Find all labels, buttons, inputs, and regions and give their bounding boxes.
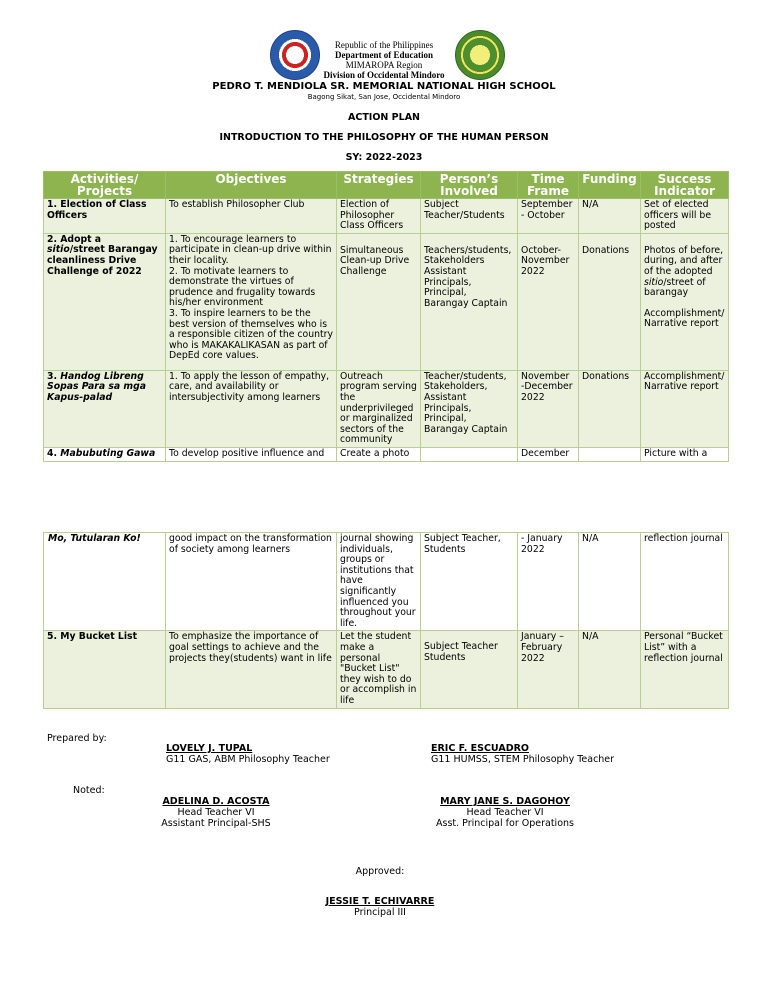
table-row [44,199,729,234]
table-row [44,370,729,447]
header-funding: Funding [579,172,641,199]
table-row [44,533,729,631]
funding-cell [579,447,641,461]
preparer-1 [166,743,330,765]
approver-name: JESSIE T. ECHIVARRE [325,896,435,907]
activity-cell [44,447,166,461]
strategies-cell: Simultaneous Clean-up Drive Challenge [337,233,421,370]
strategies-cell: Outreach program serving the underprivileged or marginalized sectors of the community [337,370,421,447]
school-address: Bagong Sikat, San Jose, Occidental Mindoro [307,93,461,101]
time-cell: November -December 2022 [518,370,579,447]
indicator-cell [641,233,729,370]
activity-text-italic: Mabubuting Gawa [60,447,156,459]
header-objectives: Objectives [166,172,337,199]
action-plan-table [43,171,729,462]
table-row [44,447,729,461]
persons-cell: Subject Teacher, Students [421,533,518,631]
table-header-row [44,172,729,199]
noter-2-name: MARY JANE S. DAGOHOY [440,796,570,807]
strategies-cell: Let the student make a personal "Bucket List" they wish to do or accomplish in life [337,631,421,708]
indicator-cell: Picture with a [641,447,729,461]
noter-2-title2: Asst. Principal for Operations [436,818,574,829]
noter-1 [150,796,282,829]
funding-cell: N/A [579,533,641,631]
action-plan-table-continued [43,532,729,709]
activity-text: 3. [47,370,61,382]
time-cell: January – February 2022 [518,631,579,708]
activity-cell [44,233,166,370]
indicator-part: Photos of before, during, and after of the adopted [644,244,724,277]
objective-item: 1. To encourage learners to participate in clean-up drive within their locality. [169,233,332,266]
noter-2 [420,796,590,829]
activity-cell: 5. My Bucket List [44,631,166,708]
header-strategies: Strategies [337,172,421,199]
indicator-part: /street of barangay [644,276,706,299]
strategies-cell: Election of Philosopher Class Officers [337,199,421,234]
strategies-cell: Create a photo [337,447,421,461]
persons-cell [421,447,518,461]
time-cell: September - October [518,199,579,234]
activity-text: 2. Adopt a [47,233,102,245]
objective-item: 3. To inspire learners to be the best version of themselves who is a responsible citizen of the country who is MAKAKALIKASAN as part of DepEd core values. [169,307,333,362]
activity-text-italic: Handog Libreng Sopas Para sa mga Kapus-palad [47,370,147,403]
noter-1-name: ADELINA D. ACOSTA [162,796,270,807]
table-row [44,233,729,370]
indicator-text: Accomplishment/ Narrative report [644,307,725,330]
activity-text-italic: Mo, Tutularan Ko! [48,533,141,544]
school-name: PEDRO T. MENDIOLA SR. MEMORIAL NATIONAL HIGH SCHOOL [212,81,556,92]
prepared-by-label: Prepared by: [47,733,107,744]
letterhead [284,40,484,80]
noter-2-title: Head Teacher VI [466,807,544,818]
activity-text-italic: sitio [47,244,70,256]
funding-cell: Donations [579,370,641,447]
objectives-cell: To develop positive influence and [166,447,337,461]
preparer-1-name: LOVELY J. TUPAL [166,743,253,754]
header-activities: Activities/ Projects [44,172,166,199]
persons-cell: Subject Teacher Students [421,631,518,708]
header-persons: Person’s Involved [421,172,518,199]
strategies-cell: journal showing individuals, groups or institutions that have significantly influenced you throughout your life. [337,533,421,631]
persons-cell: Teacher/students, Stakeholders, Assistant Principals, Principal, Barangay Captain [421,370,518,447]
objective-item: 2. To motivate learners to demonstrate the virtues of prudence and frugality towards his/her environment [169,265,316,309]
title-subject: INTRODUCTION TO THE PHILOSOPHY OF THE HUMAN PERSON [219,132,549,143]
objectives-cell [166,233,337,370]
indicator-part-italic: sitio [644,276,664,288]
preparer-2-title: G11 HUMSS, STEM Philosophy Teacher [431,754,615,765]
funding-cell: N/A [579,631,641,708]
persons-cell: Subject Teacher/Students [421,199,518,234]
noted-label: Noted: [73,785,105,796]
objectives-cell: To establish Philosopher Club [166,199,337,234]
time-cell: October-November 2022 [518,233,579,370]
preparer-2-name: ERIC F. ESCUADRO [431,743,529,754]
activity-cell [44,533,166,631]
republic-text: Republic of the Philippines [334,40,434,50]
persons-cell: Teachers/students, Stakeholders Assistant Principals, Principal, Barangay Captain [421,233,518,370]
approver-title: Principal III [354,907,406,918]
title-action-plan: ACTION PLAN [348,112,420,123]
noter-1-title: Head Teacher VI [177,807,255,818]
objectives-cell: good impact on the transformation of society among learners [166,533,337,631]
approved-label: Approved: [355,866,405,877]
department-text: Department of Education [335,50,433,60]
header-success-indicator: Success Indicator [641,172,729,199]
objectives-cell: To emphasize the importance of goal settings to achieve and the projects they(students) want in life [166,631,337,708]
indicator-text [644,246,725,299]
indicator-cell: Set of elected officers will be posted [641,199,729,234]
funding-cell: Donations [579,233,641,370]
header-time-frame: Time Frame [518,172,579,199]
activity-cell [44,370,166,447]
time-cell: December [518,447,579,461]
indicator-cell: reflection journal [641,533,729,631]
division-text: Division of Occidental Mindoro [323,70,445,80]
table-row [44,631,729,708]
activity-text: 4. [47,447,61,459]
activity-text: /street Barangay cleanliness Drive Challenge of 2022 [47,244,158,277]
time-cell: - January 2022 [518,533,579,631]
region-text: MIMAROPA Region [345,60,423,70]
approver [300,896,460,918]
activity-cell: 1. Election of Class Officers [44,199,166,234]
preparer-1-title: G11 GAS, ABM Philosophy Teacher [166,754,330,765]
preparer-2 [431,743,614,765]
noter-1-title2: Assistant Principal-SHS [161,818,271,829]
objectives-cell: 1. To apply the lesson of empathy, care, and availability or intersubjectivity among learners [166,370,337,447]
title-sy: SY: 2022-2023 [345,152,423,163]
funding-cell: N/A [579,199,641,234]
indicator-cell: Accomplishment/ Narrative report [641,370,729,447]
indicator-cell: Personal “Bucket List” with a reflection journal [641,631,729,708]
